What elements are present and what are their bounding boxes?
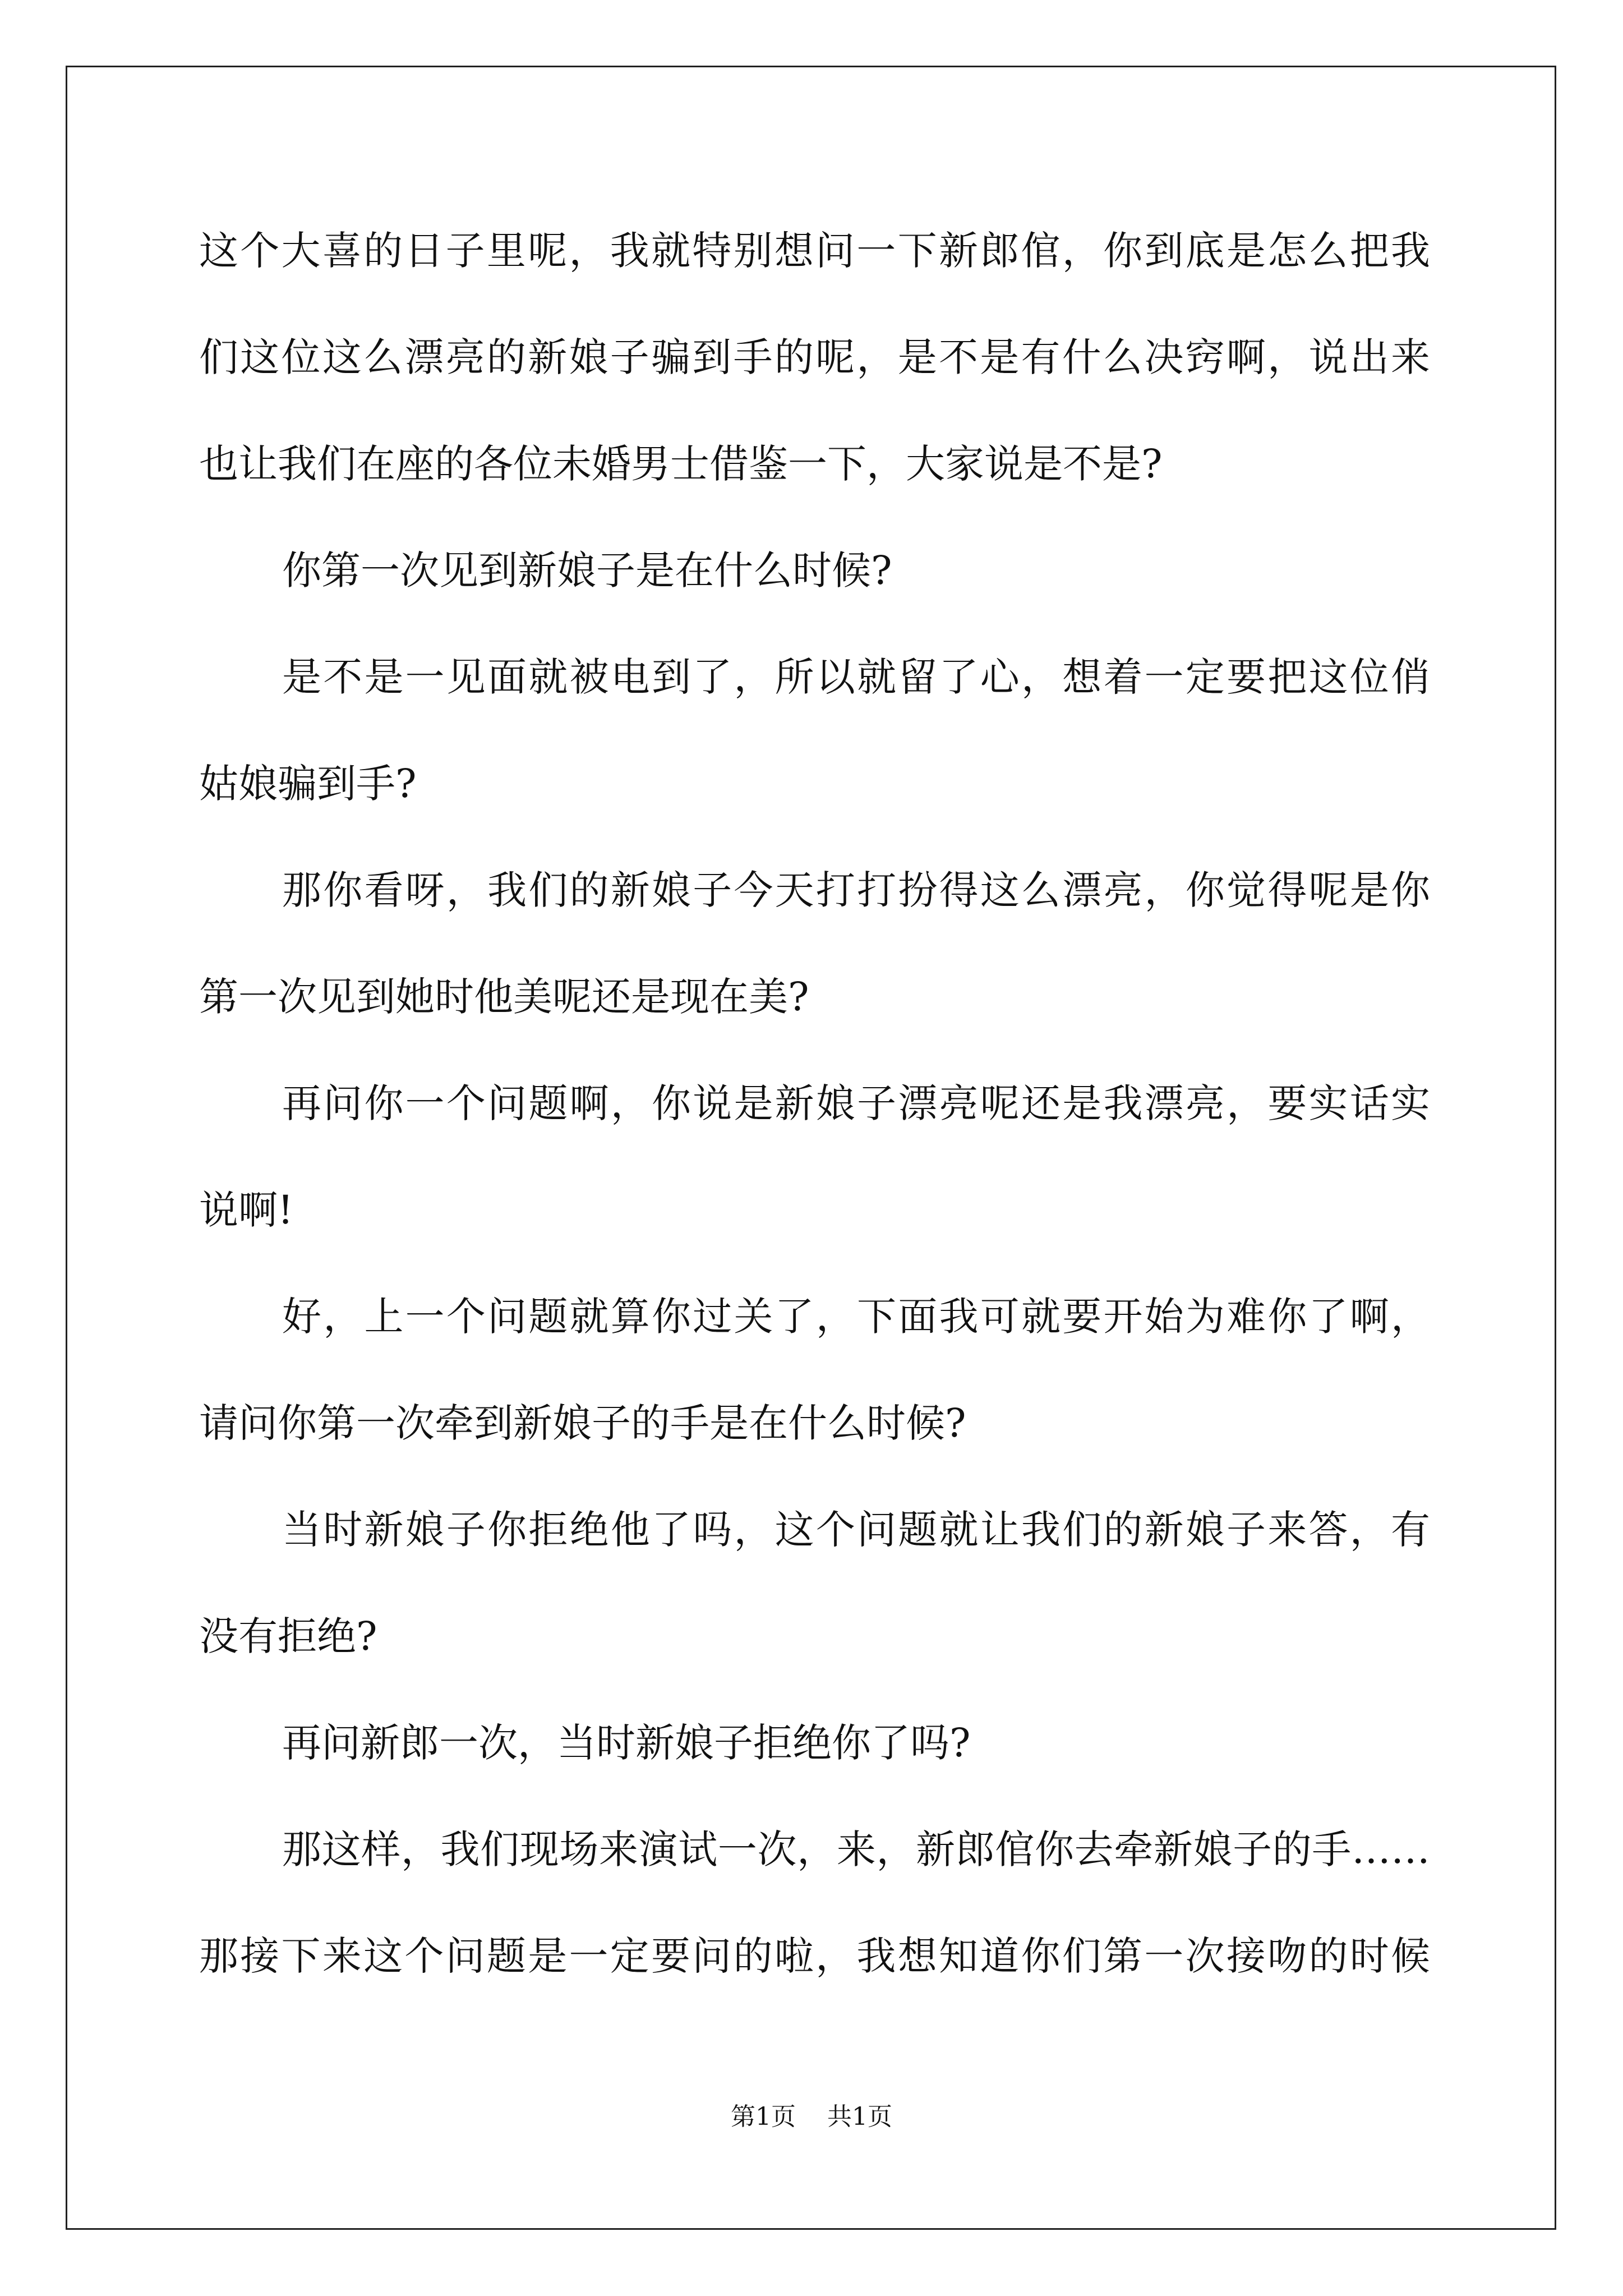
text-line: 再问你一个问题啊，你说是新娘子漂亮呢还是我漂亮，要实话实 bbox=[282, 1080, 1430, 1126]
text-line: 再问新郎一次，当时新娘子拒绝你了吗? bbox=[282, 1720, 971, 1766]
text-line: 说啊! bbox=[199, 1187, 294, 1233]
text-line: 那你看呀，我们的新娘子今天打打扮得这么漂亮，你觉得呢是你 bbox=[282, 867, 1430, 913]
text-line: 请问你第一次牵到新娘子的手是在什么时候? bbox=[199, 1400, 966, 1446]
text-line: 第一次见到她时他美呢还是现在美? bbox=[199, 974, 809, 1020]
text-line: 你第一次见到新娘子是在什么时候? bbox=[282, 547, 892, 593]
text-line: 没有拒绝? bbox=[199, 1613, 377, 1659]
page-number-footer: 第1页 共1页 bbox=[731, 2102, 892, 2131]
text-line: 姑娘骗到手? bbox=[199, 761, 417, 807]
text-line: 这个大喜的日子里呢，我就特别想问一下新郎倌，你到底是怎么把我 bbox=[199, 228, 1430, 274]
text-line: 当时新娘子你拒绝他了吗，这个问题就让我们的新娘子来答，有 bbox=[282, 1507, 1430, 1553]
text-line: 那这样，我们现场来演试一次，来，新郎倌你去牵新娘子的手…… bbox=[282, 1826, 1430, 1872]
text-line: 好，上一个问题就算你过关了，下面我可就要开始为难你了啊， bbox=[282, 1294, 1430, 1340]
document-body bbox=[199, 220, 1430, 2032]
text-line: 那接下来这个问题是一定要问的啦，我想知道你们第一次接吻的时候 bbox=[199, 1933, 1430, 1979]
text-line: 们这位这么漂亮的新娘子骗到手的呢，是不是有什么决窍啊，说出来 bbox=[199, 334, 1430, 380]
text-line: 也让我们在座的各位未婚男士借鉴一下，大家说是不是? bbox=[199, 441, 1163, 487]
text-line: 是不是一见面就被电到了，所以就留了心，想着一定要把这位俏 bbox=[282, 654, 1430, 700]
